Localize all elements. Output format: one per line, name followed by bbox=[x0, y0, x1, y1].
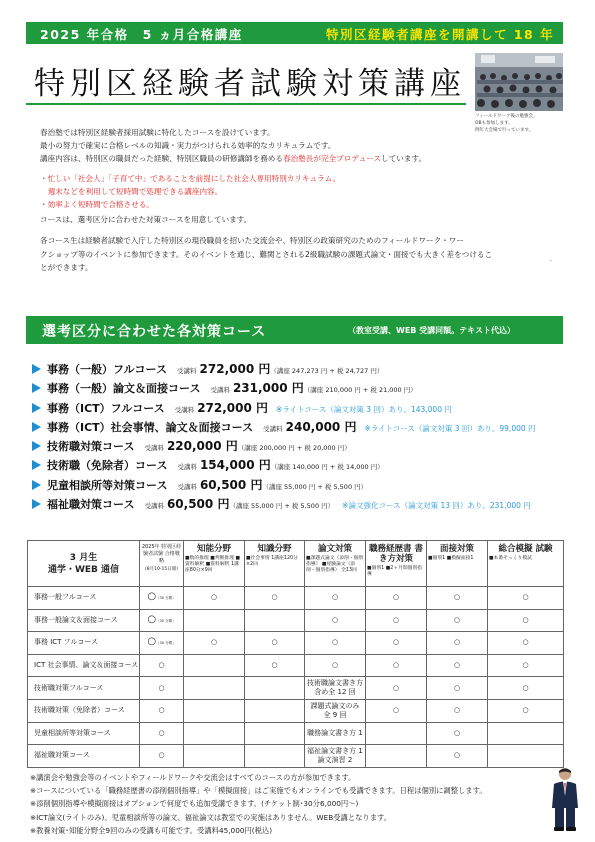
footnote: ※コースについている「職務経歴書の添削個別指導」や「模擬面接」はご実施でもオンラインでも受講できます。日程は個別に調整します。 bbox=[30, 786, 487, 796]
table-row bbox=[28, 654, 564, 677]
table-cell: ○ bbox=[488, 609, 564, 632]
intro-line: とができます。 bbox=[40, 262, 93, 272]
feature-line: 週末などを利用して短時間で処理できる講座内容。 bbox=[40, 186, 223, 196]
table-cell: ○ bbox=[366, 609, 427, 632]
table-cell: ○ bbox=[140, 677, 184, 700]
table-cell: ○ bbox=[305, 587, 366, 610]
row-name: 事務 ICT フルコース bbox=[28, 632, 140, 655]
table-cell bbox=[245, 609, 305, 632]
triangle-bullet-icon bbox=[32, 403, 41, 413]
table-cell: ○（30 分間） bbox=[140, 587, 184, 610]
table-cell: ○ bbox=[140, 654, 184, 677]
table-cell: ○ bbox=[427, 632, 488, 655]
table-cell: ○ bbox=[184, 632, 245, 655]
course-item: 技術職（免除者）コース 受講料 154,000 円（講座 140,000 円 + 税 14,000 円） bbox=[32, 456, 587, 475]
table-cell: 福祉論文書き方 1 論文演習 2 bbox=[305, 745, 366, 768]
photo-caption: フィールドワーク後の勉強会。 OBも参加します。 例年大会場で行っています。 bbox=[475, 114, 538, 133]
triangle-bullet-icon bbox=[32, 441, 41, 451]
table-cell: ○ bbox=[366, 587, 427, 610]
column-header: 総合模擬 試験 ■本番そっくり模試 bbox=[488, 541, 564, 587]
column-header: 知能分野 ■数的推理 ■判断推理 ■資料解釈 ■資料解釈 1講座80分×9回 bbox=[184, 541, 245, 587]
table-cell: ○ bbox=[427, 677, 488, 700]
table-cell: ○ bbox=[245, 654, 305, 677]
table-cell: ○（30 分間） bbox=[140, 632, 184, 655]
table-row bbox=[28, 677, 564, 700]
table-cell: ○ bbox=[488, 699, 564, 722]
intro-line: 最小の努力で確実に合格レベルの知識・実力がつけられる効率的なカリキュラムです。 bbox=[40, 141, 336, 151]
column-header: 知識分野 ■社会事情 1講座120分×2回 bbox=[245, 541, 305, 587]
table-cell: ○ bbox=[427, 587, 488, 610]
table-cell bbox=[184, 745, 245, 768]
table-cell: ○ bbox=[245, 587, 305, 610]
event-photo bbox=[475, 53, 563, 111]
page-title: 特別区経験者試験対策講座 bbox=[34, 66, 466, 102]
instructor-figure bbox=[548, 766, 582, 832]
feature-line: ・忙しい「社会人」「子育て中」であることを前提にした社会人専用特別カリキュラム。 bbox=[40, 173, 341, 183]
column-header: 面接対策 ■個別1 ■模擬面接1 bbox=[427, 541, 488, 587]
footnote: ※添削個別指導や模擬面接はオプションで何度でも追加受講できます。(チケット制･30分6,000円〜) bbox=[30, 799, 359, 809]
table-cell: ○ bbox=[427, 609, 488, 632]
section-header bbox=[26, 316, 563, 344]
row-name: 技術職対策フルコース bbox=[28, 677, 140, 700]
table-cell bbox=[488, 722, 564, 745]
table-cell: ○ bbox=[140, 722, 184, 745]
triangle-bullet-icon bbox=[32, 422, 41, 432]
table-cell: ○ bbox=[184, 587, 245, 610]
course-item: 事務（一般）フルコース 受講料 272,000 円（講座 247,273 円 + 税 24,727 円） bbox=[32, 360, 587, 379]
course-comparison-table bbox=[27, 540, 564, 768]
section-heading: 選考区分に合わせた各対策コース bbox=[42, 324, 267, 340]
row-name: 事務一般論文＆面接コース bbox=[28, 609, 140, 632]
triangle-bullet-icon bbox=[32, 460, 41, 470]
intro-line: 春治塾では特別区経験者採用試験に特化したコースを設けています。 bbox=[40, 128, 275, 137]
row-name: 事務一般フルコース bbox=[28, 587, 140, 610]
triangle-bullet-icon bbox=[32, 480, 41, 490]
footnote: ※講演会や勉強会等のイベントやフィールドワークや交流会はすべてのコースの方が参加できます。 bbox=[30, 773, 356, 782]
column-header: 2025年 特別区経験者試験 合格戦略 (8月10-15日開) bbox=[140, 541, 184, 587]
table-cell bbox=[184, 677, 245, 700]
feature-line: ・効率よく短時間で合格させる。 bbox=[40, 200, 154, 210]
footnote: ※教養対策･知能分野全9回のみの受講も可能です。受講料45,000円(税込) bbox=[30, 825, 273, 835]
table-cell bbox=[184, 699, 245, 722]
table-cell bbox=[245, 699, 305, 722]
table-cell: ○ bbox=[427, 722, 488, 745]
table-cell: ○ bbox=[305, 609, 366, 632]
header-left-text: 2025 年合格 5 ヵ月合格講座 bbox=[40, 27, 243, 42]
table-cell: ○ bbox=[366, 654, 427, 677]
table-cell: ○ bbox=[488, 587, 564, 610]
table-cell: ○ bbox=[366, 699, 427, 722]
section-subheading: （教室受講、WEB 受講同額。テキスト代込） bbox=[348, 326, 516, 335]
course-item: 事務（一般）論文＆面接コース 受講料 231,000 円（講座 210,000 円 + 税 21,000 円） bbox=[32, 379, 587, 398]
table-cell: ○ bbox=[427, 699, 488, 722]
table-header-row bbox=[28, 541, 564, 587]
table-cell: ○ bbox=[488, 632, 564, 655]
producer-highlight: 春治塾長が完全プロデュース bbox=[283, 154, 382, 164]
table-row bbox=[28, 722, 564, 745]
table-cell bbox=[184, 722, 245, 745]
row-name: ICT 社会事情、論文＆面接コース bbox=[28, 654, 140, 677]
table-row bbox=[28, 745, 564, 768]
table-cell bbox=[245, 745, 305, 768]
course-item: 技術職対策コース 受講料 220,000 円（講座 200,000 円 + 税 20,000 円） bbox=[32, 437, 587, 456]
table-cell bbox=[366, 722, 427, 745]
table-cell: 技術職論文書き方 含め全 12 回 bbox=[305, 677, 366, 700]
table-cell: 課題式論文のみ 全 9 回 bbox=[305, 699, 366, 722]
title-underline bbox=[26, 103, 466, 105]
intro-text bbox=[40, 126, 560, 274]
table-cell bbox=[488, 745, 564, 768]
column-header: 職務経歴書 書き方対策 ■個別1 ■2ヶ月間個別指導 bbox=[366, 541, 427, 587]
header-bar bbox=[26, 22, 563, 44]
table-cell bbox=[184, 654, 245, 677]
row-name: 福祉職対策コース bbox=[28, 745, 140, 768]
table-cell: ○ bbox=[366, 677, 427, 700]
column-header: 論文対策 ■課題式論文（添削・個別指導） ■経験論文（添削・個別指導） 全13回 bbox=[305, 541, 366, 587]
row-name: 技術職対策（免除者）コース bbox=[28, 699, 140, 722]
table-corner: 3 月生 通学・WEB 通信 bbox=[28, 541, 140, 587]
table-row bbox=[28, 632, 564, 655]
table-row bbox=[28, 587, 564, 610]
table-cell bbox=[245, 677, 305, 700]
table-cell: ○ bbox=[427, 745, 488, 768]
table-cell: ○ bbox=[305, 632, 366, 655]
triangle-bullet-icon bbox=[32, 364, 41, 374]
table-cell bbox=[366, 745, 427, 768]
triangle-bullet-icon bbox=[32, 499, 41, 509]
header-right-text: 特別区経験者講座を開講して 18 年 bbox=[326, 27, 555, 42]
intro-line: 各コース生は経験者試験で入庁した特別区の現役職員を招いた交流会や、特別区の政策研究のためのフィールドワーク・ワー bbox=[40, 236, 464, 246]
course-item: 児童相談所等対策コース 受講料 60,500 円（講座 55,000 円 + 税 5,500 円） bbox=[32, 476, 587, 495]
table-cell: ○ bbox=[488, 654, 564, 677]
table-cell: 職務論文書き方 1 bbox=[305, 722, 366, 745]
footnote: ※ICT論文(ライトのみ)、児童相談所等の論文、福祉論文は教室での実施はありません。WEB受講となります。 bbox=[30, 812, 392, 822]
table-row bbox=[28, 609, 564, 632]
intro-line: クショップ等のイベントに参加できます。そのイベントを通じ、難関とされる2級職試験の課題式論文・面接でも大きく差をつけるこ bbox=[40, 249, 493, 259]
triangle-bullet-icon bbox=[32, 383, 41, 393]
table-cell: ○ bbox=[427, 654, 488, 677]
table-cell bbox=[184, 609, 245, 632]
table-cell: ○ bbox=[488, 677, 564, 700]
course-item: 福祉職対策コース 受講料 60,500 円（講座 55,000 円 + 税 5,500 円） ※論文強化コース（論文対策 13 回）あり。231,000 円 bbox=[32, 495, 587, 514]
footnotes bbox=[30, 771, 530, 837]
table-cell bbox=[245, 722, 305, 745]
table-row bbox=[28, 699, 564, 722]
table-cell: ○ bbox=[140, 745, 184, 768]
table-cell: ○ bbox=[366, 632, 427, 655]
course-item: 事務（ICT）社会事情、論文＆面接コース 受講料 240,000 円 ※ライトコース（論文対策 3 回）あり。99,000 円 bbox=[32, 418, 587, 437]
table-cell: ○ bbox=[305, 654, 366, 677]
small-dot: ・ bbox=[548, 258, 555, 265]
intro-line: コースは、選考区分に合わせた対策コースを用意しています。 bbox=[40, 215, 252, 225]
course-item: 事務（ICT）フルコース 受講料 272,000 円 ※ライトコース（論文対策 3 回）あり。143,000 円 bbox=[32, 399, 587, 418]
course-list bbox=[32, 360, 587, 514]
table-cell: ○ bbox=[245, 632, 305, 655]
row-name: 児童相談所等対策コース bbox=[28, 722, 140, 745]
intro-line: 講座内容は、特別区の職員だった経験、特別区職員の研修講師を務める春治塾長が完全プロデュースしています。 bbox=[40, 154, 427, 164]
table-cell: ○（30 分間） bbox=[140, 609, 184, 632]
table-cell: ○ bbox=[140, 699, 184, 722]
